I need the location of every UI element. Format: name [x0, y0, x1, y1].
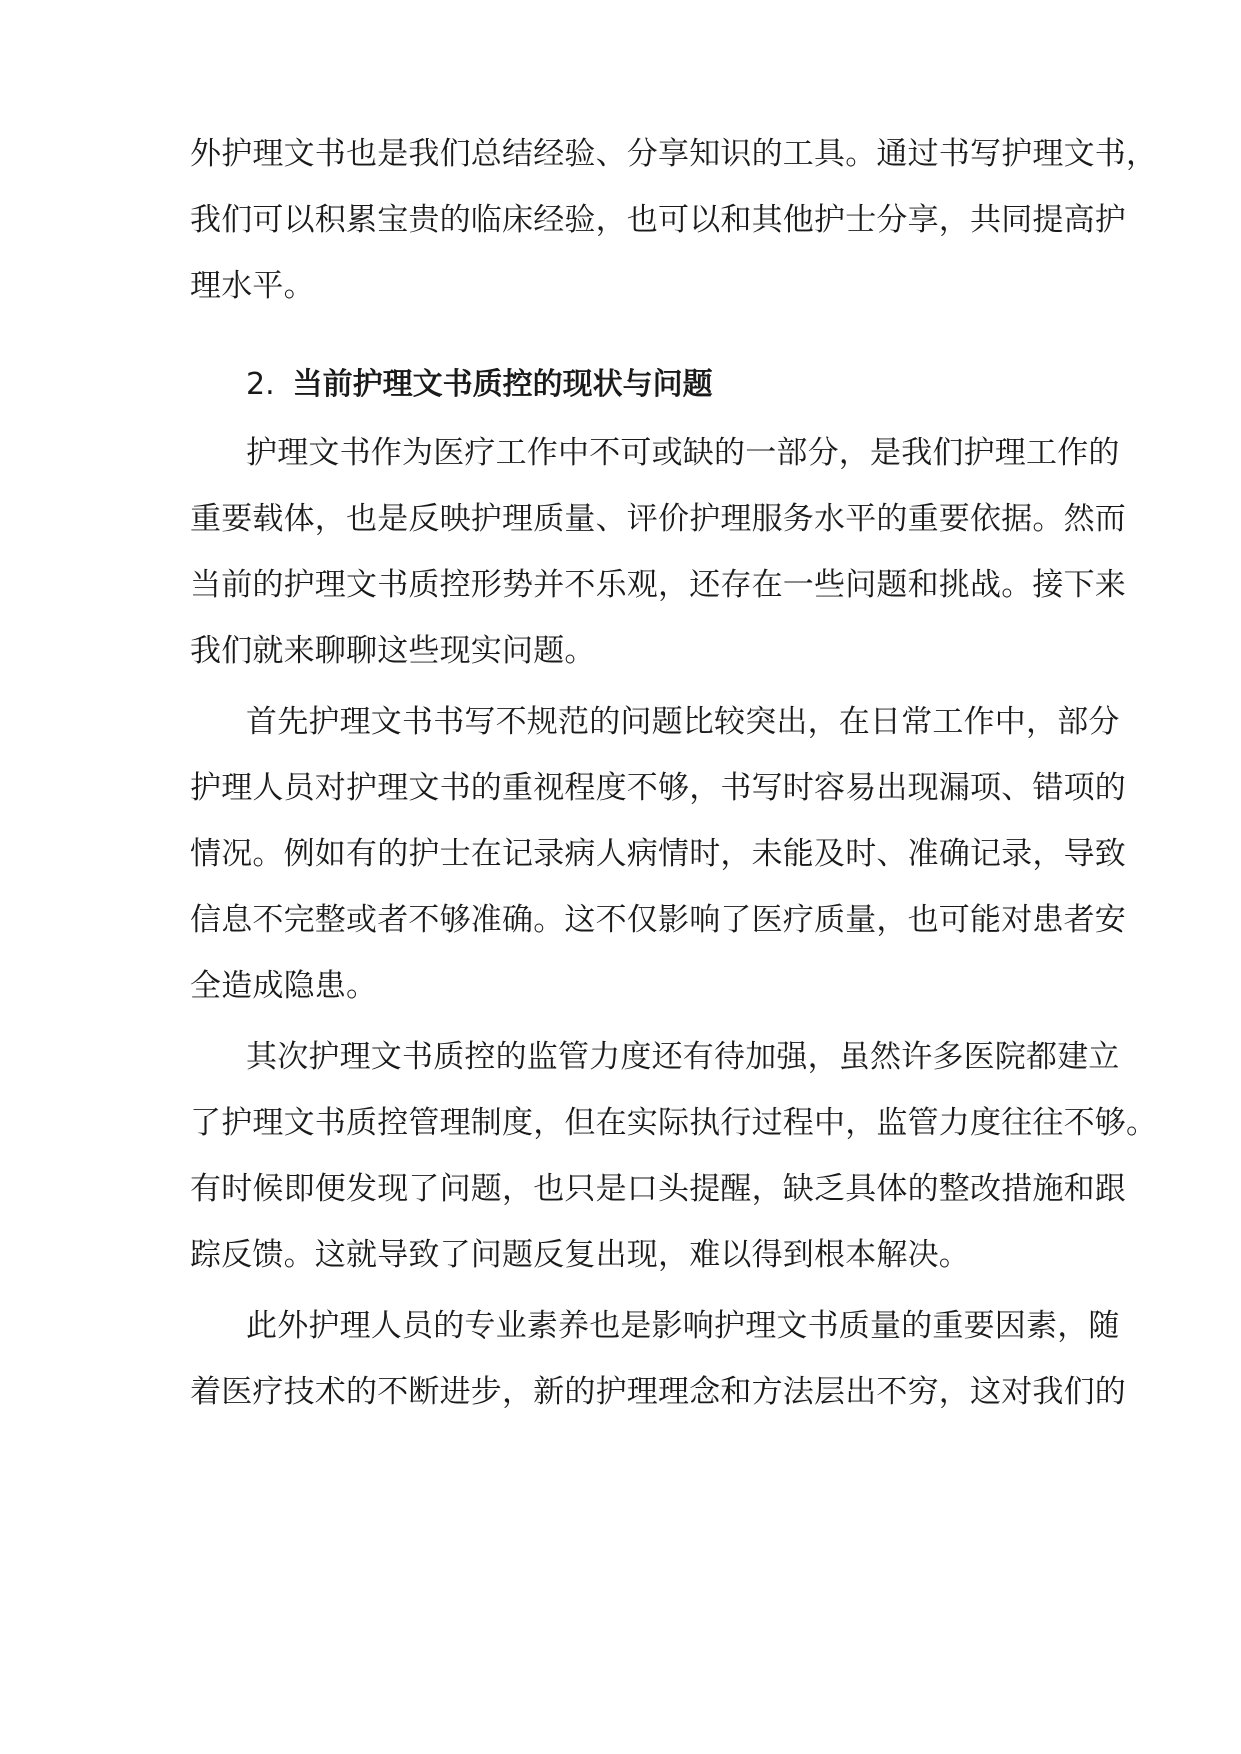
text-line: 踪反馈。这就导致了问题反复出现，难以得到根本解决。 [190, 1237, 970, 1273]
text-line: 有时候即便发现了问题，也只是口头提醒，缺乏具体的整改措施和跟 [190, 1171, 1126, 1207]
text-line: 外护理文书也是我们总结经验、分享知识的工具。通过书写护理文书， [190, 136, 1158, 172]
text-line: 我们就来聊聊这些现实问题。 [190, 633, 596, 669]
text-line: 护理文书作为医疗工作中不可或缺的一部分，是我们护理工作的 [246, 435, 1120, 471]
text-line: 此外护理人员的专业素养也是影响护理文书质量的重要因素，随 [246, 1308, 1120, 1344]
text-line: 着医疗技术的不断进步，新的护理理念和方法层出不穷，这对我们的 [190, 1374, 1126, 1410]
section-heading [246, 365, 713, 405]
section-title: 当前护理文书质控的现状与问题 [292, 367, 713, 402]
text-line: 我们可以积累宝贵的临床经验，也可以和其他护士分享，共同提高护 [190, 202, 1126, 238]
text-line: 理水平。 [190, 268, 315, 304]
text-line: 当前的护理文书质控形势并不乐观，还存在一些问题和挑战。接下来 [190, 567, 1126, 603]
text-line: 信息不完整或者不够准确。这不仅影响了医疗质量，也可能对患者安 [190, 902, 1126, 938]
text-line: 情况。例如有的护士在记录病人病情时，未能及时、准确记录，导致 [190, 836, 1126, 872]
text-line: 首先护理文书书写不规范的问题比较突出，在日常工作中，部分 [246, 704, 1120, 740]
text-line: 其次护理文书质控的监管力度还有待加强，虽然许多医院都建立 [246, 1039, 1120, 1075]
text-line: 了护理文书质控管理制度，但在实际执行过程中，监管力度往往不够。 [190, 1105, 1158, 1141]
section-number: 2. [246, 367, 275, 402]
text-line: 护理人员对护理文书的重视程度不够，书写时容易出现漏项、错项的 [190, 770, 1126, 806]
text-line: 重要载体，也是反映护理质量、评价护理服务水平的重要依据。然而 [190, 501, 1126, 537]
text-line: 全造成隐患。 [190, 968, 378, 1004]
